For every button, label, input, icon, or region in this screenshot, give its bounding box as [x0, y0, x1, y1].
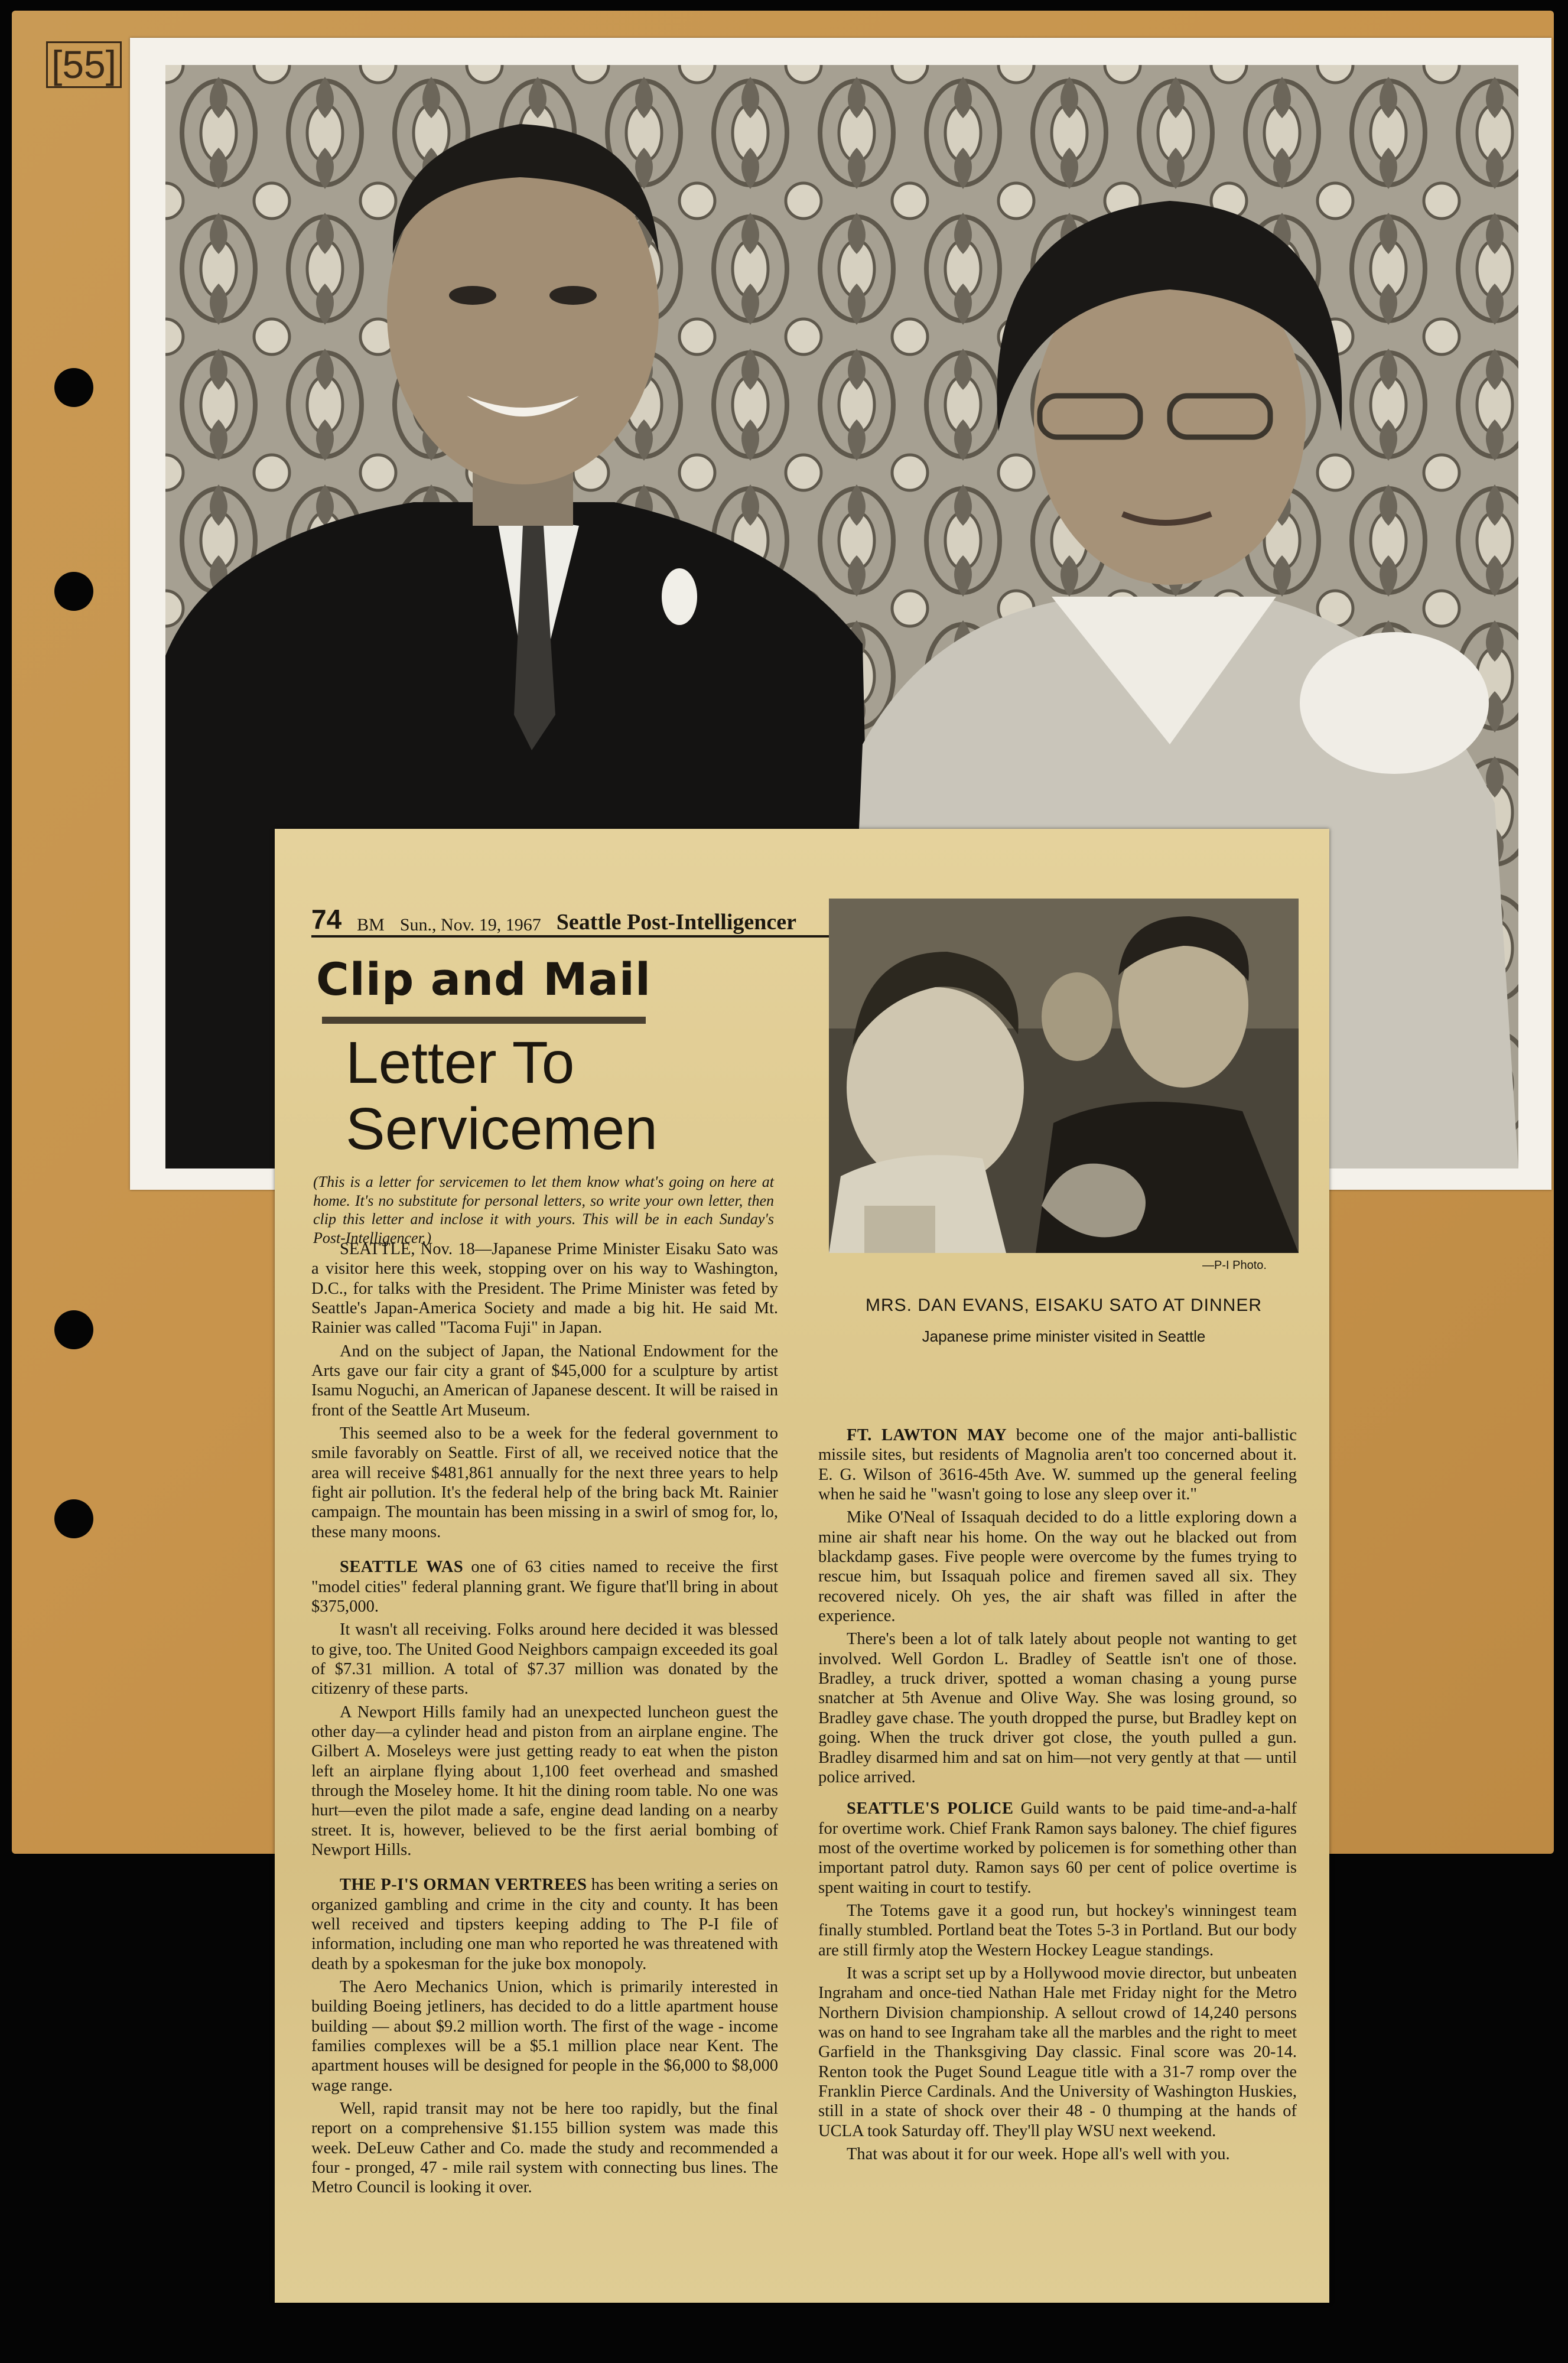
paragraph: And on the subject of Japan, the National Endowment for the Arts gave our fair city a grant of $45,000 for a sculpture by artist Isamu Noguchi, an American of Japanese descent. It will be raised in front of the Seattle Art Museum. [311, 1342, 778, 1420]
paragraph-lead: SEATTLE WAS [340, 1558, 464, 1577]
paragraph [818, 1425, 1297, 1504]
paragraph: It wasn't all receiving. Folks around here decided it was blessed to give, too. The United Good Neighbors campaign exceeded its goal of $7.31 million. A total of $7.37 million was donated by the citizenry of these parts. [311, 1620, 778, 1698]
headline [346, 1030, 759, 1162]
paragraph: SEATTLE, Nov. 18—Japanese Prime Minister Eisaku Sato was a visitor here this week, stopping over on his way to Washington, D.C., for talks with the President. The Prime Minister was feted by Seattle's Japan-America Society and made a big hit. He said Mt. Rainier was called "Tacoma Fuji" in Japan. [311, 1240, 778, 1337]
paragraph: That was about it for our week. Hope all's well with you. [847, 2145, 1230, 2164]
dinner-photo [829, 899, 1299, 1253]
photo-credit: —P-I Photo. [1202, 1259, 1267, 1272]
paragraph: This seemed also to be a week for the federal government to smile favorably on Seattle. First of all, we received notice that the area will receive $481,861 annually for the next three years to help fight air pollution. It's the federal help of the bring back Mt. Rainier campaign. The mountain has been missing in a swirl of smog for, lo, these many moons. [311, 1424, 778, 1541]
photo-caption: MRS. DAN EVANS, EISAKU SATO AT DINNER [865, 1296, 1263, 1315]
headline-line: Servicemen [346, 1096, 658, 1162]
paragraph: Well, rapid transit may not be here too rapidly, but the final report on a comprehensive $1.155 billion system was made this week. DeLeuw Cather and Co. made the study and recommended a four - pronged, 47 - mile rail system with connecting bus lines. The Metro Council is looking it over. [311, 2100, 778, 2197]
masthead-section: BM [357, 915, 385, 935]
paragraph: A Newport Hills family had an unexpected luncheon guest the other day—a cylinder head and piston from an airplane engine. The Gilbert A. Moseleys were just getting ready to eat when the piston left an airplane flying about 1,100 feet overhead and smashed through the Moseley home. It hit the dining room table. No one was hurt—even the pilot made a safe, engine dead landing on a nearby street. It is, however, believed to be the first aerial bombing of Newport Hills. [311, 1703, 778, 1859]
masthead-date: Sun., Nov. 19, 1967 [399, 915, 541, 935]
kicker-heading: Clip and Mail [316, 953, 652, 1005]
paragraph: The Totems gave it a good run, but hockey's winningest team finally stumbled. Portland beat the Totes 5-3 in Portland. But our body are still firmly atop the Western Hockey League standings. [818, 1901, 1297, 1960]
article-column-right [818, 1425, 1297, 2167]
newspaper-clipping [275, 829, 1329, 2303]
paragraph [311, 1557, 778, 1616]
paragraph-body: Guild wants to be paid time-and-a-half for overtime work. Chief Frank Ramon says baloney. The chief figures most of the overtime worked by policemen is for something other than important patrol duty. Ramon says 60 per cent of police overtime is spent waiting in court to testify. [818, 1799, 1297, 1897]
masthead-paper-name: Seattle Post-Intelligencer [556, 910, 797, 935]
masthead-page-number: 74 [311, 904, 342, 935]
article-column-left [311, 1239, 778, 2201]
paragraph [311, 1875, 778, 1974]
headline-line: Letter To [346, 1030, 575, 1096]
binder-hole [54, 572, 93, 611]
paragraph: The Aero Mechanics Union, which is primarily interested in building Boeing jetliners, has decided to do a little apartment house building — about $9.2 million worth. The first of the wage - income families complexes will be a $5.1 million place near Kent. The apartment houses will be designed for people in the $6,000 to $8,000 wage range. [311, 1978, 778, 2095]
paragraph-lead: FT. LAWTON MAY [847, 1426, 1007, 1444]
paragraph-lead: THE P-I'S ORMAN VERTREES [340, 1876, 587, 1895]
binder-hole [54, 368, 93, 407]
paragraph-body: has been writing a series on organized gambling and crime in the city and county. It has been well received and tipsters keeping adding to The P-I file of information, including one man who reported he was threatened with death by a spokesman for the juke box monopoly. [311, 1876, 778, 1973]
paragraph-lead: SEATTLE'S POLICE [847, 1799, 1014, 1818]
scrapbook-page [12, 11, 1554, 2197]
kicker-rule [322, 1017, 646, 1024]
dinner-photo-image [829, 899, 1299, 1253]
binder-hole [54, 1310, 93, 1349]
paragraph: There's been a lot of talk lately about people not wanting to get involved. Well Gordon L. Bradley of Seattle isn't one of those. Bradley, a truck driver, spotted a woman chasing a young purse snatcher at 5th Avenue and Olive Way. She was losing ground, so Bradley gave chase. The youth dropped the purse, but Bradley kept on going. When the truck driver got close, the youth pulled a gun. Bradley disarmed him and sat on him—not very gently at that — until police arrived. [818, 1630, 1297, 1786]
paragraph: It was a script set up by a Hollywood movie director, but unbeaten Ingraham and once-tied Nathan Hale met Friday night for the Metro Northern Division championship. A sellout crowd of 14,240 persons was on hand to see Ingraham take all the marbles and the right to meet Garfield in the Thanksgiving Day classic. Final score was 20-14. Renton took the Puget Sound League title with a 31-7 romp over the Franklin Pierce Cardinals. And the University of Washington Huskies, still in a state of shock over their 48 - 0 thumping at the hands of UCLA took Saturday off. They'll play WSU next weekend. [818, 1964, 1297, 2140]
binder-hole [54, 1499, 93, 1538]
paragraph-body: one of 63 cities named to receive the first "model cities" federal planning grant. We figure that'll bring in about $375,000. [311, 1558, 779, 1616]
paragraph: Mike O'Neal of Issaquah decided to do a little exploring down a mine air shaft near his home. On the way out he blacked out from blackdamp gases. Five people were overcome by the fumes trying to rescue him, but Issaquah police and firemen saved all six. They recovered nicely. Oh yes, the air shaft was filled in after the experience. [818, 1508, 1297, 1626]
page-number: [55] [46, 41, 122, 88]
intro-note: (This is a letter for servicemen to let them know what's going on here at home. It's no substitute for personal letters, so write your own letter, then clip this letter and inclose it with yours. This will be in each Sunday's Post-Intelligencer.) [313, 1173, 774, 1247]
photo-subcaption: Japanese prime minister visited in Seattle [922, 1327, 1206, 1345]
paragraph-body: become one of the major anti-ballistic missile sites, but residents of Magnolia aren't too concerned about it. E. G. Wilson of 3616-45th Ave. W. summed up the general feeling when he said he "wasn't going to lose any sleep over it." [818, 1426, 1297, 1504]
page-number-value: 55 [62, 43, 106, 86]
paragraph [818, 1799, 1297, 1897]
